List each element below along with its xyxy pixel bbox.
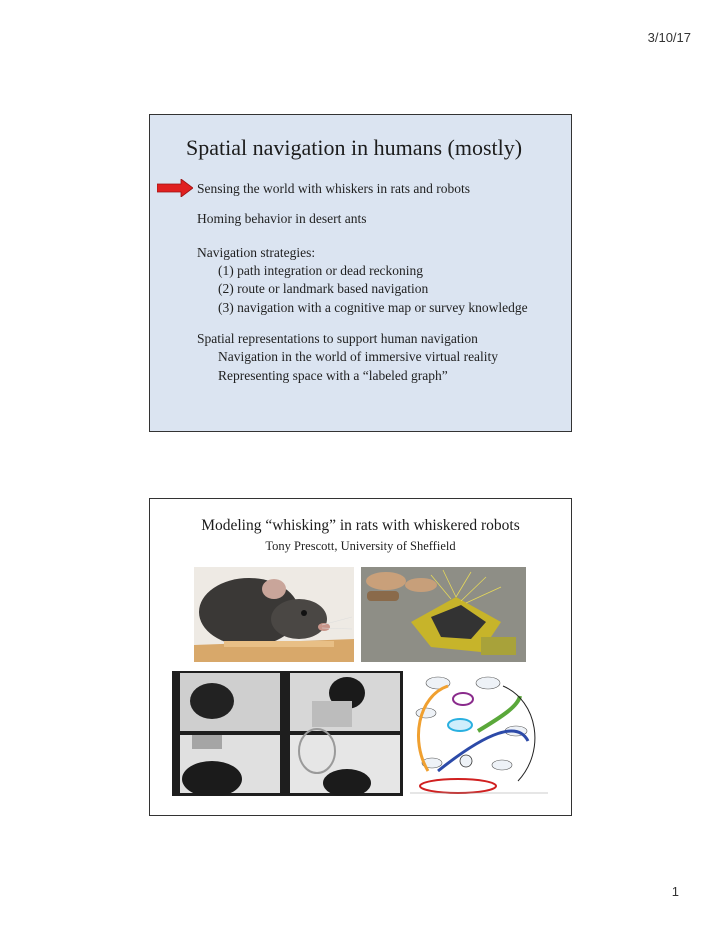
slide-2-title: Modeling “whisking” in rats with whiskered robots bbox=[201, 517, 520, 534]
slide-1 bbox=[149, 114, 572, 432]
bullet-whiskers: Sensing the world with whiskers in rats and robots bbox=[197, 181, 470, 196]
bullet-representations: Spatial representations to support human navigation bbox=[197, 331, 478, 346]
strategy-path-integration: (1) path integration or dead reckoning bbox=[218, 263, 424, 278]
slide-2 bbox=[149, 498, 572, 816]
whiskered-robot-photo bbox=[361, 567, 526, 662]
strategy-landmark: (2) route or landmark based navigation bbox=[218, 281, 429, 296]
slide-2-subtitle: Tony Prescott, University of Sheffield bbox=[265, 539, 456, 553]
rat-photo bbox=[194, 567, 354, 662]
slide-1-title: Spatial navigation in humans (mostly) bbox=[186, 135, 523, 160]
brain-loop-diagram bbox=[408, 671, 550, 796]
strategy-cognitive-map: (3) navigation with a cognitive map or survey knowledge bbox=[218, 300, 528, 315]
page-date: 3/10/17 bbox=[647, 30, 691, 45]
page-number: 1 bbox=[671, 884, 679, 899]
sub-virtual-reality: Navigation in the world of immersive virtual reality bbox=[218, 349, 499, 364]
red-arrow-icon bbox=[157, 179, 193, 197]
bullet-strategies: Navigation strategies: bbox=[197, 245, 316, 260]
rat-whisking-photo bbox=[172, 671, 403, 796]
bullet-ants: Homing behavior in desert ants bbox=[197, 211, 367, 226]
sub-labeled-graph: Representing space with a “labeled graph” bbox=[218, 368, 448, 383]
